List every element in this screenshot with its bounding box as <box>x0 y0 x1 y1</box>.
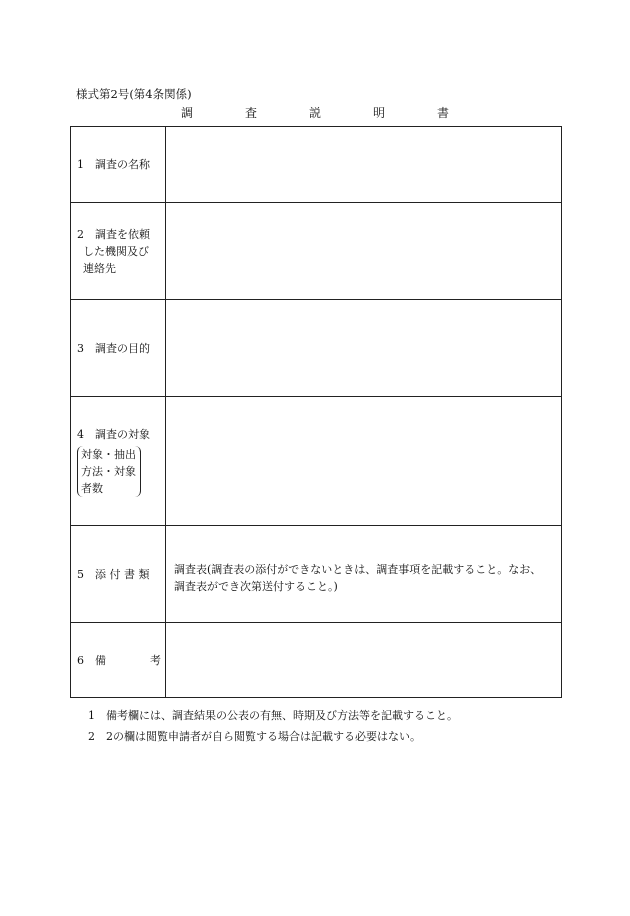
row-number: 2 <box>77 227 84 241</box>
label-cell-survey-target <box>71 397 166 526</box>
row-number: 3 <box>77 341 84 355</box>
attachments-text-line: 調査表(調査表の添付ができないときは、調査事項を記載すること。なお、 <box>174 563 542 576</box>
attachments-text-line: 調査表ができ次第送付すること。) <box>174 580 338 593</box>
row-label-line: 調査を依頼 <box>95 227 150 241</box>
label-cell-attachments <box>71 526 166 623</box>
table-row <box>71 300 562 397</box>
table-row <box>71 127 562 203</box>
bracket-line: 対象・抽出 <box>81 447 136 461</box>
target-details-bracket <box>77 446 141 497</box>
row-number: 1 <box>77 158 84 171</box>
document-title: 調 査 説 明 書 <box>180 106 469 120</box>
row-label: 添 付 書 類 <box>95 567 150 581</box>
row-label: 調査の名称 <box>95 158 150 171</box>
label-cell-survey-name <box>71 127 166 203</box>
label-cell-survey-purpose <box>71 300 166 397</box>
requesting-organization-field[interactable] <box>166 203 562 300</box>
table-row <box>71 526 562 623</box>
table-row <box>71 397 562 526</box>
row-label: 調査の対象 <box>95 427 150 441</box>
survey-description-table <box>70 126 562 698</box>
table-row <box>71 623 562 698</box>
remarks-field[interactable] <box>166 623 562 698</box>
footnote-item: 1 備考欄には、調査結果の公表の有無、時期及び方法等を記載すること。 <box>88 709 458 722</box>
row-label-line: 連絡先 <box>83 261 116 275</box>
row-number: 6 <box>77 653 84 667</box>
bracket-line: 者数 <box>81 481 103 495</box>
label-cell-remarks <box>71 623 166 698</box>
row-number: 4 <box>77 427 84 441</box>
footnote-item: 2 2の欄は閲覧申請者が自ら閲覧する場合は記載する必要はない。 <box>88 730 421 743</box>
attachments-field[interactable] <box>166 526 562 623</box>
footnotes <box>88 705 458 747</box>
form-number-label: 様式第2号(第4条関係) <box>76 87 192 101</box>
survey-name-field[interactable] <box>166 127 562 203</box>
table-row <box>71 203 562 300</box>
survey-target-field[interactable] <box>166 397 562 526</box>
bracket-line: 方法・対象 <box>81 464 136 478</box>
row-label: 備 考 <box>95 653 161 667</box>
row-label: 調査の目的 <box>95 341 150 355</box>
row-number: 5 <box>77 567 84 581</box>
row-label-line: した機関及び <box>83 244 149 258</box>
label-cell-requesting-organization <box>71 203 166 300</box>
survey-purpose-field[interactable] <box>166 300 562 397</box>
